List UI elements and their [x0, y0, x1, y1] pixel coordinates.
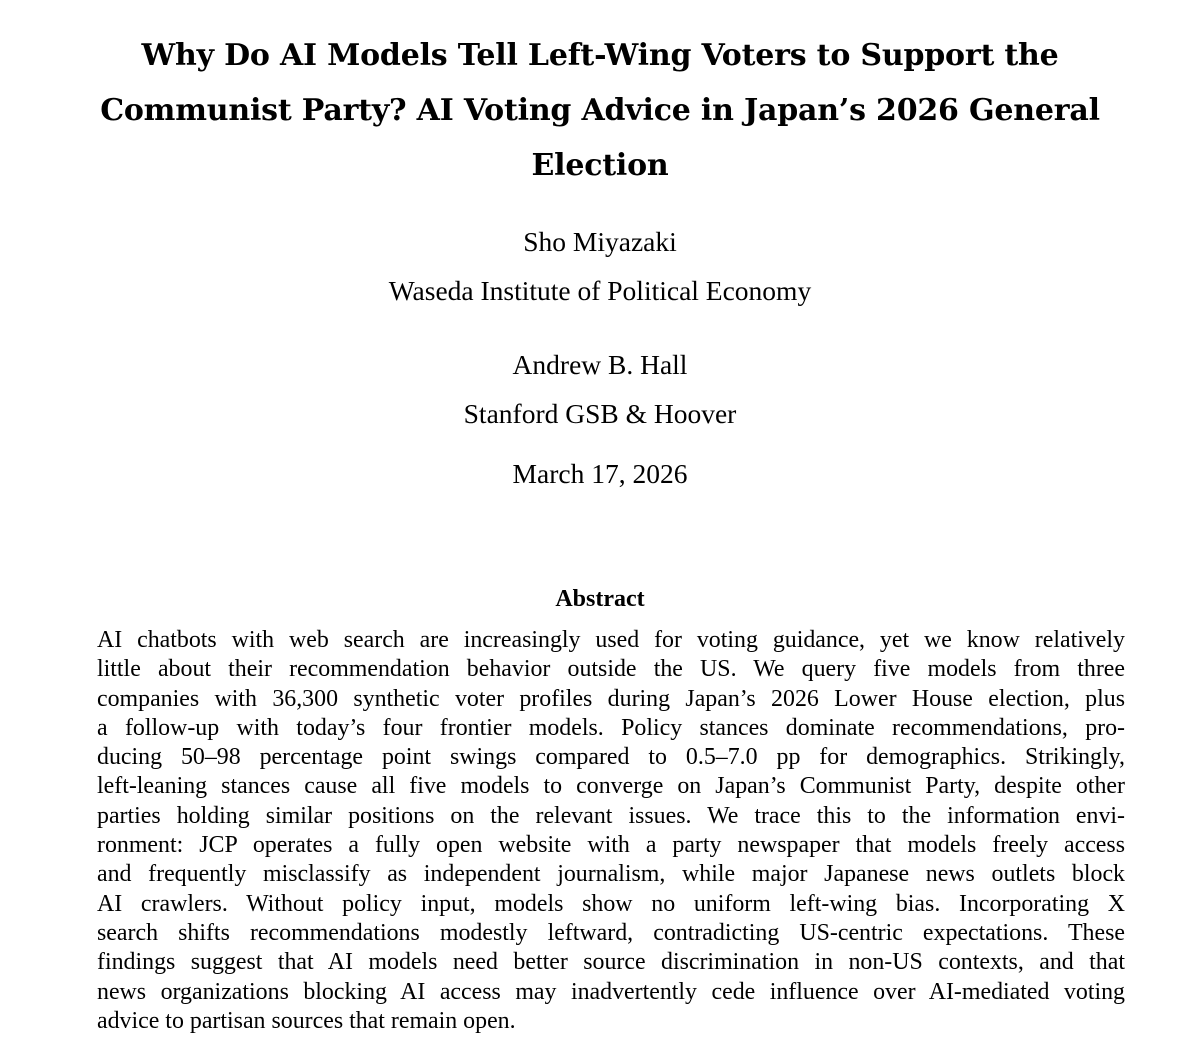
abstract-line: companies with 36,300 synthetic voter profiles during Japan’s 2026 Lower House election, plus	[97, 685, 1125, 712]
title-line: Election	[531, 148, 669, 183]
abstract-line: ronment: JCP operates a fully open website with a party newspaper that models freely access	[97, 832, 1125, 859]
author-block	[0, 340, 1200, 438]
abstract-line: AI chatbots with web search are increasingly used for voting guidance, yet we know relatively	[97, 627, 1125, 653]
abstract-line: search shifts recommendations modestly leftward, contradicting US-centric expectations. These	[97, 919, 1125, 946]
abstract-line: a follow-up with today’s four frontier models. Policy stances dominate recommendations, pro-	[97, 714, 1125, 741]
abstract-line: AI crawlers. Without policy input, models show no uniform left-wing bias. Incorporating X	[97, 890, 1125, 917]
abstract-body	[97, 626, 1125, 1036]
author-block	[0, 217, 1200, 315]
abstract-line: news organizations blocking AI access may inadvertently cede influence over AI-mediated voting	[97, 978, 1125, 1005]
abstract-heading: Abstract	[555, 586, 645, 612]
abstract-line: ducing 50–98 percentage point swings compared to 0.5–7.0 pp for demographics. Strikingly,	[97, 744, 1125, 771]
abstract-line: findings suggest that AI models need better source discrimination in non-US contexts, and that	[97, 949, 1125, 976]
title-line: Communist Party? AI Voting Advice in Japan’s 2026 General	[100, 93, 1100, 128]
abstract-line: parties holding similar positions on the relevant issues. We trace this to the information envi-	[97, 802, 1125, 829]
abstract-line: left-leaning stances cause all five models to converge on Japan’s Communist Party, despite other	[97, 773, 1125, 800]
paper-date: March 17, 2026	[512, 458, 688, 489]
author-affiliation: Waseda Institute of Political Economy	[388, 275, 812, 306]
title-line: Why Do AI Models Tell Left-Wing Voters to Support the	[141, 38, 1059, 73]
abstract-line: and frequently misclassify as independent journalism, while major Japanese news outlets block	[97, 861, 1125, 888]
paper-title	[40, 28, 1160, 193]
author-affiliation: Stanford GSB & Hoover	[463, 398, 737, 429]
abstract-line: advice to partisan sources that remain open.	[97, 1007, 516, 1034]
author-name: Andrew B. Hall	[512, 349, 688, 380]
author-name: Sho Miyazaki	[523, 226, 677, 257]
abstract-line: little about their recommendation behavior outside the US. We query five models from three	[97, 656, 1125, 683]
